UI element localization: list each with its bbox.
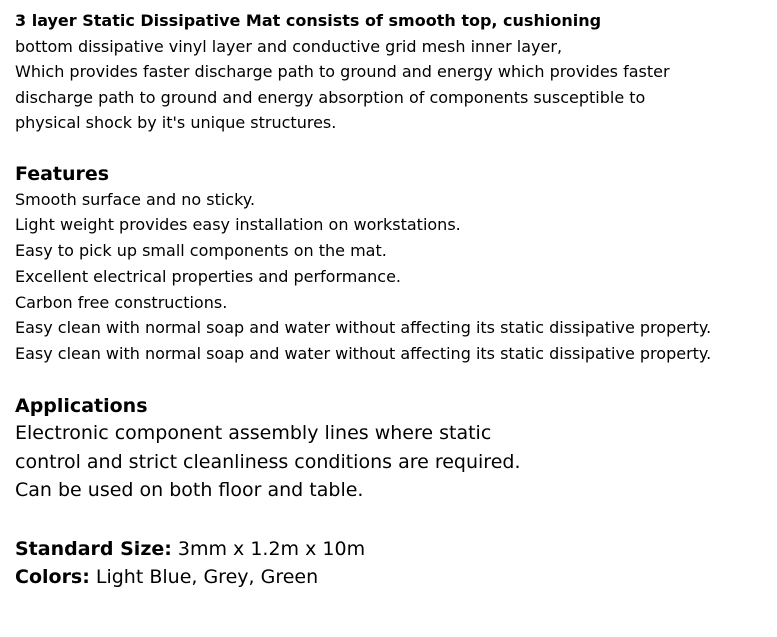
standard-size-value: 3mm x 1.2m x 10m [171,537,366,560]
colors-label: Colors: [15,565,90,588]
standard-size-row [15,535,770,563]
feature-item: Carbon free constructions. [15,292,228,312]
application-line: Electronic component assembly lines where static [15,422,492,445]
intro-line: bottom dissipative vinyl layer and conductive grid mesh inner layer, [15,36,563,56]
intro-line: discharge path to ground and energy absorption of components susceptible to [15,87,646,107]
feature-item: Light weight provides easy installation on workstations. [15,215,461,235]
feature-item: Easy clean with normal soap and water without affecting its static dissipative property. [15,344,712,364]
application-line: Can be used on both floor and table. [15,479,364,502]
applications-heading: Applications [15,395,148,418]
product-description-document [15,8,770,591]
feature-item: Smooth surface and no sticky. [15,189,256,209]
feature-item: Easy clean with normal soap and water without affecting its static dissipative property. [15,318,712,338]
features-heading: Features [15,162,110,185]
standard-size-label: Standard Size: [15,537,172,560]
feature-item: Excellent electrical properties and performance. [15,266,402,286]
intro-line: Which provides faster discharge path to ground and energy which provides faster [15,62,670,81]
specifications [15,535,770,591]
colors-row [15,563,770,591]
features-list [15,187,770,368]
intro-title-line: 3 layer Static Dissipative Mat consists of smooth top, cushioning [15,11,602,30]
intro-line: physical shock by it's unique structures. [15,113,337,132]
feature-item: Easy to pick up small components on the mat. [15,241,387,261]
applications-text [15,419,770,505]
intro-paragraph [15,8,770,136]
application-line: control and strict cleanliness conditions are required. [15,450,521,473]
colors-value: Light Blue, Grey, Green [89,565,319,588]
